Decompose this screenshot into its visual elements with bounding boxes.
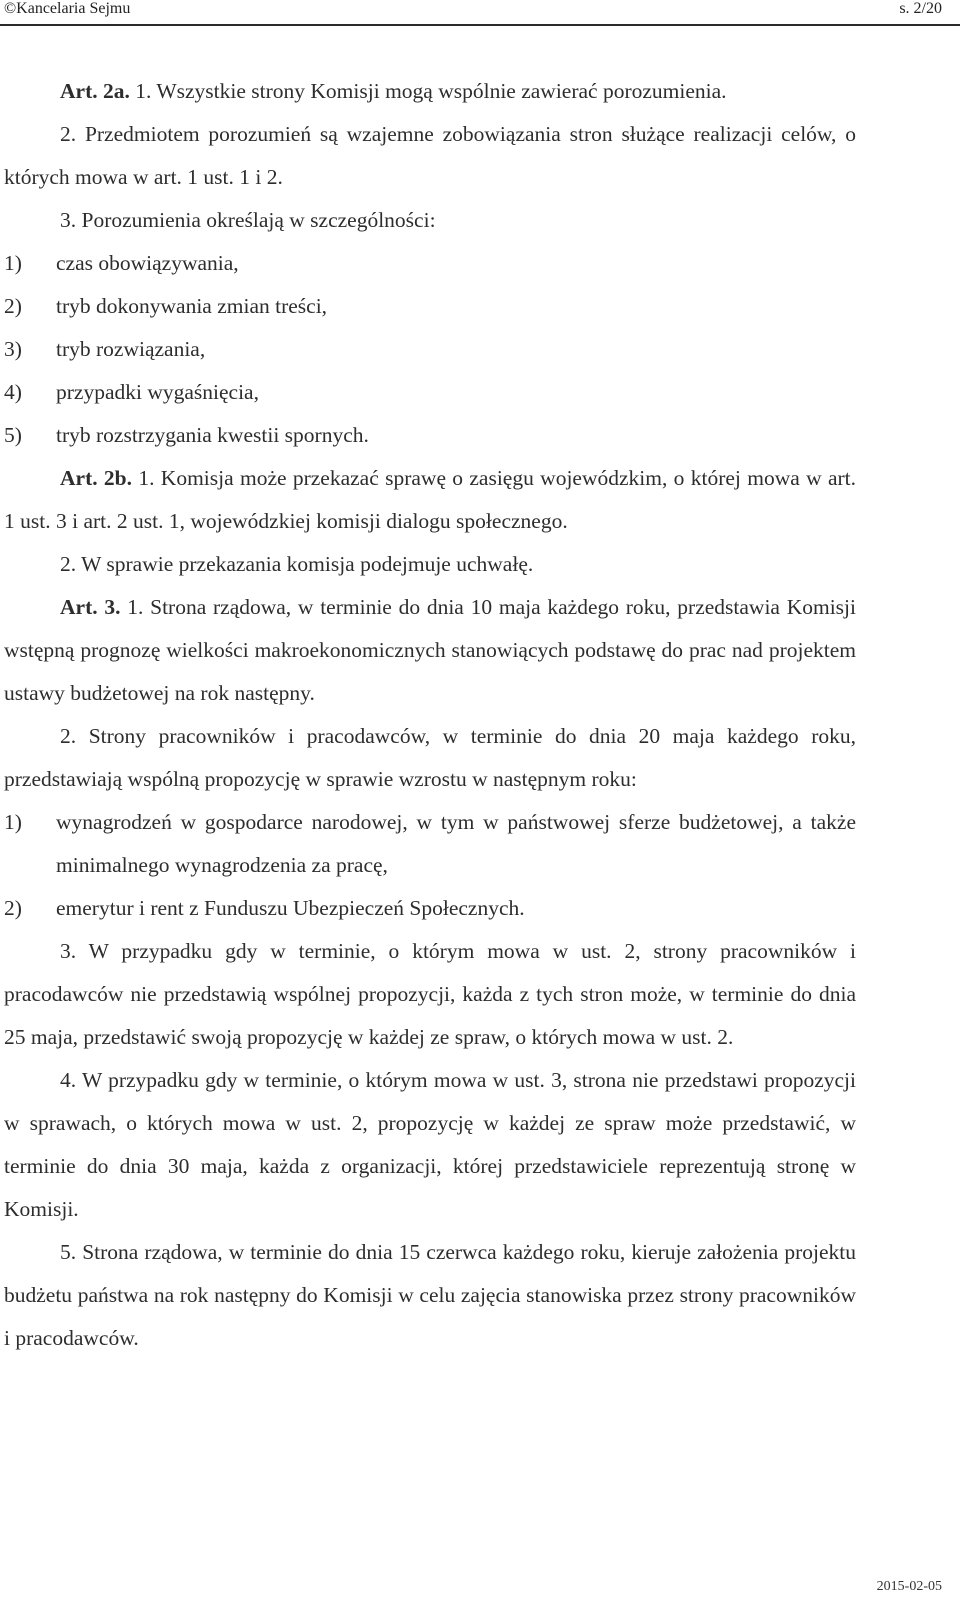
art-2a-heading: Art. 2a. [60,79,130,103]
art-2b-par-1-text: 1. Komisja może przekazać sprawę o zasięgu wojewódzkim, o której mowa w art. 1 ust. 3 i art. 2 ust. 1, wojewódzkiej komisji dialogu społecznego. [4,466,856,533]
item-number: 5) [4,423,22,447]
header-divider [0,24,960,26]
item-text: czas obowiązywania, [56,251,239,275]
art-2a-item-1 [4,242,856,285]
art-3-par-2: 2. Strony pracowników i pracodawców, w terminie do dnia 20 maja każdego roku, przedstawiają wspólną propozycję w sprawie wzrostu w następnym roku: [4,724,856,791]
art-2b-heading: Art. 2b. [60,466,133,490]
item-number: 2) [4,896,22,920]
art-3-par-1 [4,586,856,715]
art-2a-par-2: 2. Przedmiotem porozumień są wzajemne zobowiązania stron służące realizacji celów, o których mowa w art. 1 ust. 1 i 2. [4,122,856,189]
art-3-par-4: 4. W przypadku gdy w terminie, o którym mowa w ust. 3, strona nie przedstawi propozycji w sprawach, o których mowa w ust. 2, propozycję w każdej ze spraw może przedstawić, w terminie do dnia 30 maja, każda z organizacji, której przedstawiciele reprezentują stronę w Komisji. [4,1068,856,1221]
item-text: wynagrodzeń w gospodarce narodowej, w tym w państwowej sferze budżetowej, a także minimalnego wynagrodzenia za pracę, [56,810,856,877]
art-2a-item-5 [4,414,856,457]
item-number: 1) [4,251,22,275]
item-number: 4) [4,380,22,404]
item-number: 3) [4,337,22,361]
art-2a-item-3 [4,328,856,371]
footer-date: 2015-02-05 [876,1579,942,1594]
art-3-item-2 [4,887,856,930]
art-2b-par-2: 2. W sprawie przekazania komisja podejmuje uchwałę. [60,552,534,576]
art-3-par-5: 5. Strona rządowa, w terminie do dnia 15 czerwca każdego roku, kieruje założenia projektu budżetu państwa na rok następny do Komisji w celu zajęcia stanowiska przez strony pracowników i pracodawców. [4,1240,856,1350]
item-text: tryb dokonywania zmian treści, [56,294,328,318]
item-number: 2) [4,294,22,318]
document-body [4,70,856,1360]
art-2b-par-1 [4,457,856,543]
art-2a-item-4 [4,371,856,414]
art-3-par-3: 3. W przypadku gdy w terminie, o którym mowa w ust. 2, strony pracowników i pracodawców nie przedstawią wspólnej propozycji, każda z tych stron może, w terminie do dnia 25 maja, przedstawić swoją propozycję w każdej ze spraw, o których mowa w ust. 2. [4,939,856,1049]
art-3-item-1 [4,801,856,887]
header-page-number: s. 2/20 [899,0,942,17]
item-text: tryb rozstrzygania kwestii spornych. [56,423,369,447]
art-2a-par-3: 3. Porozumienia określają w szczególności: [60,208,436,232]
art-2a-par-1 [4,70,856,113]
item-text: tryb rozwiązania, [56,337,206,361]
header-copyright: ©Kancelaria Sejmu [4,0,131,17]
art-3-heading: Art. 3. [60,595,121,619]
item-text: emerytur i rent z Funduszu Ubezpieczeń Społecznych. [56,896,525,920]
art-2a-item-2 [4,285,856,328]
item-number: 1) [4,810,22,834]
art-2a-par-1-text: 1. Wszystkie strony Komisji mogą wspólnie zawierać porozumienia. [135,79,727,103]
art-3-par-1-text: 1. Strona rządowa, w terminie do dnia 10 maja każdego roku, przedstawia Komisji wstępną prognozę wielkości makroekonomicznych stanowiących podstawę do prac nad projektem ustawy budżetowej na rok następny. [4,595,856,705]
item-text: przypadki wygaśnięcia, [56,380,259,404]
